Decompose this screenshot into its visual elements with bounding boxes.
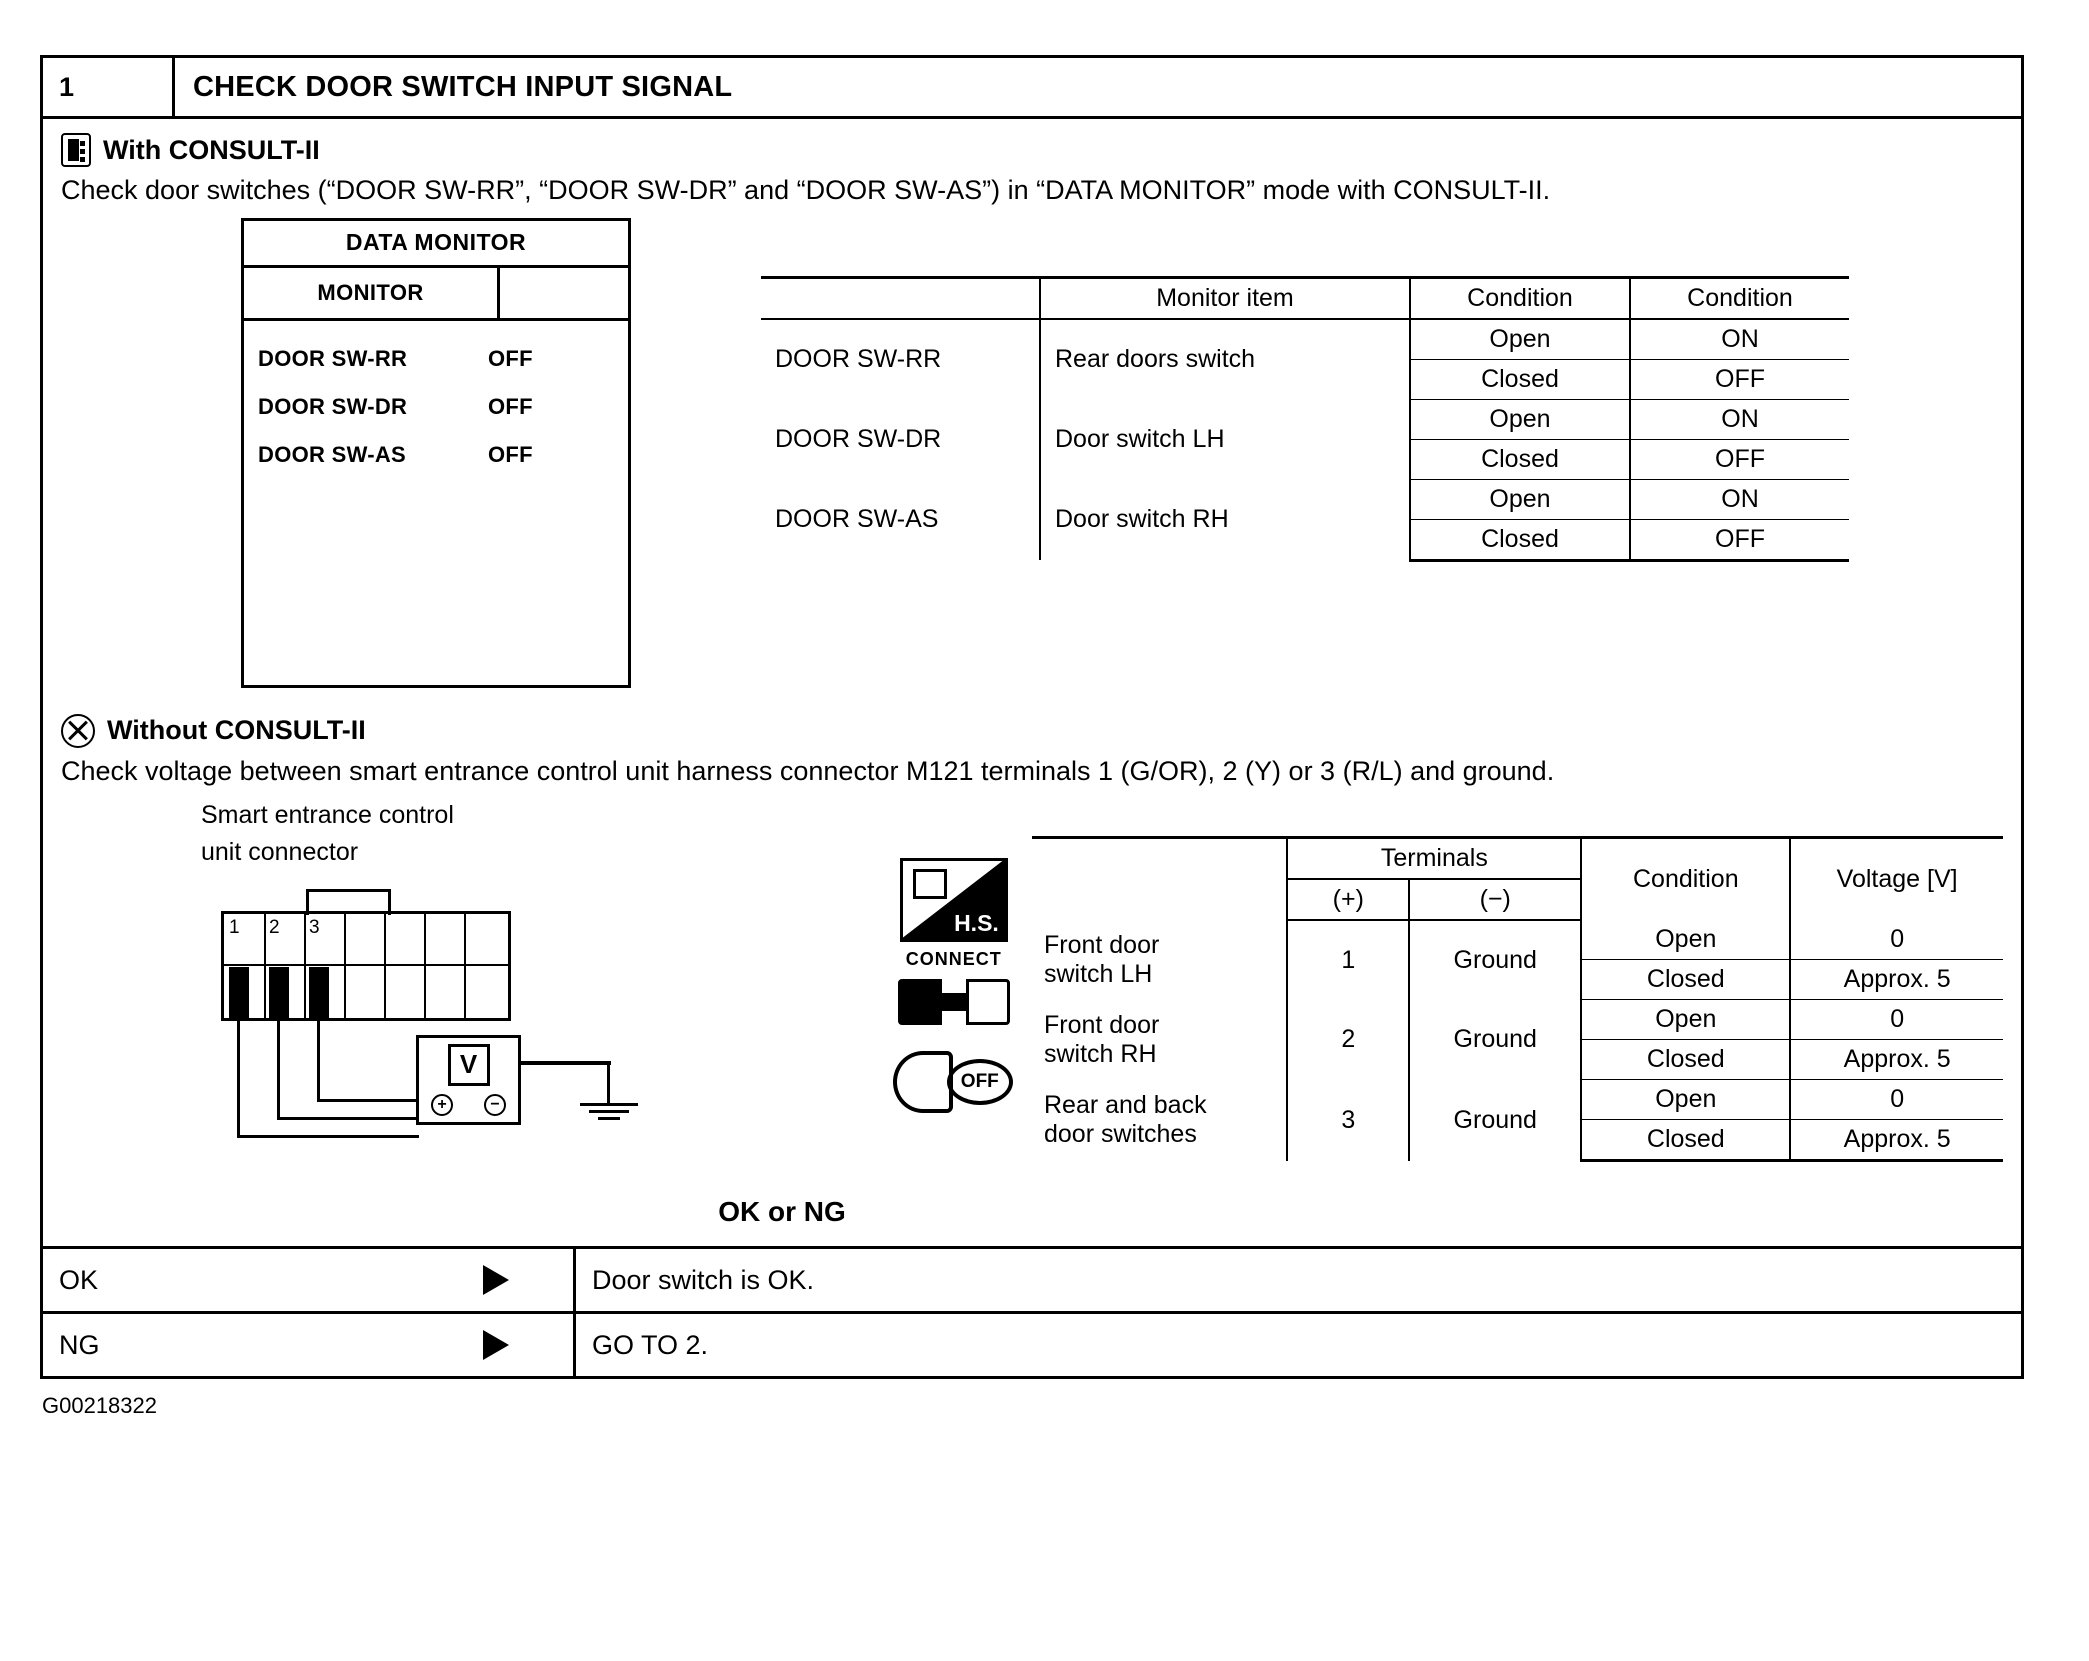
- arrow-right-icon: [483, 1330, 509, 1360]
- condition-value: OFF: [1630, 439, 1849, 479]
- data-monitor-panel: [241, 218, 631, 688]
- connector-caption-line2: unit connector: [201, 838, 359, 867]
- measurement-name-line2: switch RH: [1043, 1039, 1157, 1068]
- result-label-ok-wrap: [43, 1249, 573, 1311]
- monitor-item: Door switch LH: [1040, 399, 1410, 479]
- step-title: CHECK DOOR SWITCH INPUT SIGNAL: [193, 70, 733, 103]
- without-consult-figures: [61, 800, 2003, 1180]
- table-row: [761, 479, 1849, 519]
- without-consult-instruction: Check voltage between smart entrance control unit harness connector M121 terminals 1 (G/OR), 2 (Y) or 3 (R/L) and ground.: [61, 755, 1555, 786]
- service-manual-page: [40, 55, 2030, 1419]
- arrow-right-icon: [483, 1265, 509, 1295]
- table-row: [1032, 1000, 2003, 1040]
- measurement-name-line1: Front door: [1043, 930, 1160, 959]
- measurement-name-line2: switch LH: [1043, 959, 1153, 988]
- figure-id: G00218322: [42, 1393, 157, 1419]
- column-header-condition-value: Condition: [1630, 277, 1849, 319]
- connector-figure: [201, 800, 856, 1180]
- column-header-condition: Condition: [1581, 838, 1790, 921]
- without-consult-heading-label: Without CONSULT-II: [107, 715, 366, 746]
- terminal-minus: Ground: [1409, 1080, 1581, 1161]
- column-header-monitor-item: Monitor item: [1040, 277, 1410, 319]
- table-row: [761, 399, 1849, 439]
- data-monitor-title: DATA MONITOR: [244, 221, 628, 268]
- monitor-value: OFF: [488, 441, 533, 467]
- measurement-name-line1: Rear and back: [1043, 1091, 1207, 1120]
- monitor-value: OFF: [488, 345, 533, 371]
- monitor-name: DOOR SW-RR: [258, 345, 408, 371]
- condition-value: ON: [1630, 479, 1849, 519]
- ground-probe-lead: [607, 1061, 610, 1105]
- voltmeter-symbol: V: [448, 1044, 490, 1086]
- monitor-name: DOOR SW-AS: [258, 441, 406, 467]
- result-label-ok: OK: [59, 1264, 99, 1295]
- probe-contact-2: [269, 967, 289, 1019]
- terminal-minus: Ground: [1409, 920, 1581, 1000]
- voltmeter-positive-terminal: +: [431, 1094, 453, 1116]
- condition-value: OFF: [1630, 519, 1849, 560]
- monitor-name: DOOR SW-DR: [775, 424, 942, 453]
- monitor-name: DOOR SW-RR: [775, 344, 942, 373]
- condition-state: Open: [1410, 319, 1630, 360]
- ok-or-ng-label: OK or NG: [718, 1196, 846, 1228]
- with-consult-heading-label: With CONSULT-II: [103, 134, 320, 165]
- column-header-minus: (−): [1409, 879, 1581, 920]
- result-row-ng: [43, 1311, 2021, 1376]
- monitor-name: DOOR SW-AS: [775, 505, 939, 534]
- lead-wire-2: [277, 1019, 280, 1119]
- result-row-ok: [43, 1246, 2021, 1311]
- pin-number-1: 1: [229, 916, 240, 938]
- column-header-blank: [1032, 838, 1287, 921]
- connector-caption-line1: Smart entrance control: [201, 801, 454, 830]
- connector-pin-grid: [224, 914, 508, 1018]
- condition-state: Closed: [1581, 960, 1790, 1000]
- condition-value: ON: [1630, 319, 1849, 360]
- result-label-ng: NG: [59, 1329, 100, 1360]
- voltage-value: 0: [1790, 1080, 2003, 1120]
- ignition-off-label: OFF: [947, 1059, 1013, 1105]
- ignition-off-icon: [889, 1047, 1019, 1119]
- column-header-terminals: Terminals: [1287, 838, 1581, 880]
- voltage-value: Approx. 5: [1790, 1040, 2003, 1080]
- ground-probe-wire: [521, 1061, 611, 1065]
- lead-wire-3: [317, 1019, 320, 1101]
- connect-label: CONNECT: [905, 949, 1002, 970]
- lead-bus-2: [277, 1117, 419, 1120]
- condition-state: Closed: [1410, 519, 1630, 560]
- with-consult-instruction: Check door switches (“DOOR SW-RR”, “DOOR SW-DR” and “DOOR SW-AS”) in “DATA MONITOR” mode with CONSULT-II.: [61, 175, 1551, 205]
- lead-bus-1: [237, 1135, 419, 1138]
- data-monitor-subheader-blank: [500, 268, 628, 318]
- data-monitor-subheader: [244, 268, 628, 321]
- voltage-table: [1032, 836, 2003, 1162]
- diagnostic-step-frame: [40, 55, 2024, 1379]
- terminal-plus: 1: [1287, 920, 1409, 1000]
- measurement-name-line2: door switches: [1043, 1120, 1197, 1149]
- column-header-voltage: Voltage [V]: [1790, 838, 2003, 921]
- voltage-value: 0: [1790, 920, 2003, 960]
- table-row: [1032, 920, 2003, 960]
- result-action-ng: GO TO 2.: [573, 1314, 2021, 1376]
- pin-number-3: 3: [309, 916, 320, 938]
- data-monitor-items: [244, 321, 628, 479]
- column-header-blank: [761, 277, 1040, 319]
- condition-state: Open: [1581, 1000, 1790, 1040]
- probe-contact-3: [309, 967, 329, 1019]
- column-header-plus: (+): [1287, 879, 1409, 920]
- list-item: [244, 431, 628, 479]
- terminal-plus: 2: [1287, 1000, 1409, 1080]
- monitor-value: OFF: [488, 393, 533, 419]
- ground-symbol: [579, 1103, 639, 1124]
- lead-wire-1: [237, 1019, 240, 1137]
- hs-icon: [900, 858, 1008, 942]
- condition-value: OFF: [1630, 359, 1849, 399]
- column-header-condition: Condition: [1410, 277, 1630, 319]
- condition-state: Open: [1581, 1080, 1790, 1120]
- voltmeter-negative-terminal: −: [484, 1094, 506, 1116]
- measurement-name: [1032, 1080, 1287, 1161]
- step-header: [43, 58, 2021, 119]
- measurement-name: [1032, 920, 1287, 1000]
- measurement-name-line1: Front door: [1043, 1010, 1160, 1039]
- data-monitor-subheader-label: MONITOR: [244, 268, 500, 318]
- condition-state: Open: [1410, 399, 1630, 439]
- monitor-name: DOOR SW-DR: [258, 393, 408, 419]
- connector-drawing: [201, 875, 621, 1175]
- step-body: [43, 119, 2021, 1246]
- connect-icon: [898, 975, 1010, 1031]
- table-header-row: [761, 277, 1849, 319]
- condition-state: Closed: [1581, 1120, 1790, 1161]
- voltmeter: [416, 1035, 521, 1125]
- hs-label: H.S.: [954, 910, 999, 937]
- without-consult-heading: [61, 714, 2003, 748]
- no-consult-icon: [61, 714, 95, 748]
- connector-plug-icon: [913, 869, 947, 899]
- result-label-ng-wrap: [43, 1314, 573, 1376]
- monitor-item: Door switch RH: [1040, 479, 1410, 560]
- with-consult-heading: [61, 133, 2003, 167]
- step-number: 1: [43, 58, 175, 116]
- consult-tool-icon: [61, 133, 91, 167]
- condition-state: Closed: [1410, 359, 1630, 399]
- probe-contact-1: [229, 967, 249, 1019]
- monitor-item: Rear doors switch: [1040, 319, 1410, 400]
- table-header-row: [1032, 838, 2003, 880]
- pin-number-2: 2: [269, 916, 280, 938]
- condition-state: Closed: [1581, 1040, 1790, 1080]
- voltage-value: Approx. 5: [1790, 1120, 2003, 1161]
- measurement-name: [1032, 1000, 1287, 1080]
- result-action-ok: Door switch is OK.: [573, 1249, 2021, 1311]
- lead-bus-3: [317, 1099, 419, 1102]
- terminal-minus: Ground: [1409, 1000, 1581, 1080]
- table-row: [761, 319, 1849, 360]
- tool-icon-block: [886, 858, 1022, 1119]
- condition-state: Open: [1410, 479, 1630, 519]
- condition-state: Open: [1581, 920, 1790, 960]
- voltage-value: 0: [1790, 1000, 2003, 1040]
- table-row: [1032, 1080, 2003, 1120]
- condition-value: ON: [1630, 399, 1849, 439]
- with-consult-figures: [61, 218, 2003, 688]
- monitor-item-table: [761, 276, 1849, 562]
- list-item: [244, 335, 628, 383]
- voltage-value: Approx. 5: [1790, 960, 2003, 1000]
- terminal-plus: 3: [1287, 1080, 1409, 1161]
- list-item: [244, 383, 628, 431]
- condition-state: Closed: [1410, 439, 1630, 479]
